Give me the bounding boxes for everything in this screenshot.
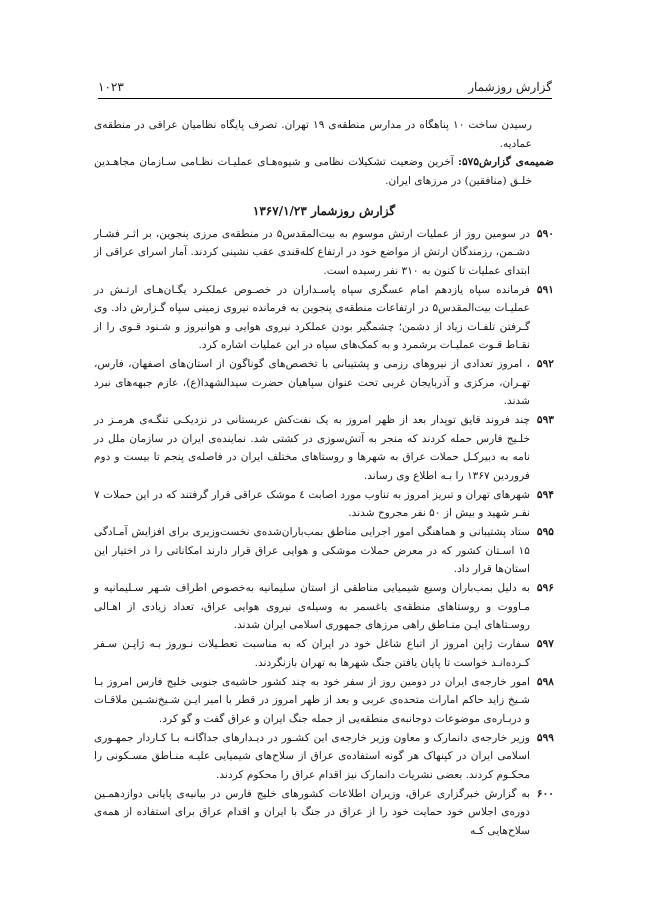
entry-text: چند فروند قایق توپدار بعد از ظهر امروز به یک نفت‌کش عربستانی در نزدیکـی تنگـه‌ی هرمـز در خلـیج فارس حمله کردند که منجر به آتش‌سوزی در کشتی شد. نماینده‌ی ایران در سازمان ملل در نامه به دبیرکـل حملات عراق به شهرها و روستاهای مختلف ایران در فاصله‌ی پنجم تا بیست و دوم فروردین ۱۳۶۷ را بـه اطلاع وی رساند. bbox=[94, 414, 530, 482]
entry-number: ۵۹۹ bbox=[536, 731, 554, 744]
appendix-label: ضمیمه‌ی گزارش۵۷۵: bbox=[458, 156, 554, 168]
section-title: گزارش روزشمار ۱۳۶۷/۱/۲۳ bbox=[252, 204, 396, 218]
entry-text: به دلیل بمب‌باران وسیع شیمیایی مناطقی از استان سلیمانیه به‌خصوص اطراف شـهر سـلیمانیه و مـاووت و روستاهای منطقه‌ی یاغسمر به وسیله‌ی نیروی هوایی عراق، تعداد زیادی از اهـالی روسـتاهای ایـن منـاطق راهی مرزهای جمهوری اسلامی ایران شدند. bbox=[94, 582, 530, 631]
entry-text: شهرهای تهران و تبریز امروز به تناوب مورد اصابت ٤ موشک عراقی قرار گرفتند که در این حملات ۷ نفـر شهید و بیش از ۵۰ نفر مجروح شدند. bbox=[94, 488, 530, 519]
entry-591 bbox=[94, 281, 554, 355]
running-title: گزارش روزشمار bbox=[468, 80, 552, 94]
entry-number: ۵۹۷ bbox=[536, 638, 554, 650]
entry-number: ۵۹۶ bbox=[536, 582, 554, 594]
entry-text: ، امروز تعدادی از نیروهای رزمی و پشتیبانی با تخصص‌های گوناگون از استان‌های اصفهان، فارس، تهـران، مرکزی و آذربایجان غربی تحت عنوان سپاهیان حضرت سیدالشهدا(ع)، عازم جبهه‌های نبرد شدند. bbox=[94, 358, 530, 407]
page-body bbox=[94, 116, 554, 841]
entry-599 bbox=[94, 729, 554, 785]
page-number: ۱۰۲۳ bbox=[98, 80, 124, 94]
entry-number: ۵۹۱ bbox=[536, 283, 554, 296]
entry-595 bbox=[94, 523, 554, 579]
entry-number: ۵۹۲ bbox=[536, 358, 554, 370]
entry-597 bbox=[94, 635, 554, 672]
entry-text: در سومین روز از عملیات ارتش موسوم به بیت‌المقدس۵ در منطقه‌ی مرزی پنجوین، بر اثـر فشـار دشـمن، رزمندگان ارتش از مواضع خود در ارتفاع کله‌قندی عقب نشینی کردند. آمار اسرای عراقی از ابتدای عملیات تا کنون به ۳۱۰ نفر رسیده است. bbox=[94, 227, 530, 277]
entry-text: وزیر خارجه‌ی دانمارک و معاون وزیر خارجه‌ی این کشـور در دیـدارهای جداگانـه بـا کـاردار جمهـوری اسلامی ایران در کپنهاک هر گونه استفاده‌ی عراق از سلاح‌های شیمیایی علیـه منـاطق مسـکونی را محکـوم کردند. بعضی نشریات دانمارک نیز اقدام عراق را محکوم کردند. bbox=[94, 731, 530, 781]
page-header bbox=[98, 80, 552, 99]
entry-number: ۵۹۵ bbox=[536, 526, 554, 538]
entry-text: فرمانده سپاه یازدهم امام عسگری سپاه پاسـداران در خصـوص عملکـرد یگـان‌هـای ارتـش در عملیـات بیت‌المقدس۵ در ارتفاعات منطقه‌ی پنجوین به فرمانده نیروی زمینی سپاه گـزارش داد. وی گـرفتن تلفـات زیاد از دشمن؛ چشمگیر بودن عملکرد نیروی هوایی و هوانیروز و شـنود قـوی را از نقـاط قـوت عملیـات برشمرد و به کمک‌های سپاه در این عملیات اشاره کرد. bbox=[94, 283, 530, 351]
entry-number: ۶۰۰ bbox=[536, 787, 554, 800]
entry-number: ۵۹۴ bbox=[536, 488, 554, 501]
entry-596 bbox=[94, 579, 554, 635]
entry-number: ۵۹۸ bbox=[536, 675, 554, 688]
appendix-text: آخرین وضعیت تشکیلات نظامی و شیوه‌هـای عملیـات نظـامی سـازمان مجاهـدین خلـق (منافقین) در مرزهای ایران. bbox=[94, 156, 532, 187]
entry-594 bbox=[94, 486, 554, 523]
entry-text: به گزارش خبرگزاری عراق، وزیران اطلاعات کشورهای خلیج فارس در بیانیه‌ی پایانی دوازدهمـین دوره‌ی اجلاس خود حمایت خود را از عراق در جنگ با ایران و اقدام عراق برای استفاده از همه‌ی سلاح‌هایی کـه bbox=[94, 787, 530, 837]
entry-number: ۵۹۳ bbox=[536, 414, 554, 426]
entry-list bbox=[94, 225, 554, 841]
entry-593 bbox=[94, 411, 554, 485]
appendix-note bbox=[94, 153, 554, 190]
entry-number: ۵۹۰ bbox=[536, 227, 554, 240]
entry-text: ستاد پشتیبانی و هماهنگی امور اجرایی مناطق بمب‌باران‌شده‌ی نخست‌وزیری برای افزایش آمـادگی ۱۵ اسـتان کشور که در معرض حملات موشکی و هوایی عراق قرار دارند امکاناتی را در اختیار این استان‌ها قرار داد. bbox=[94, 526, 530, 575]
entry-598 bbox=[94, 673, 554, 729]
continued-paragraph: رسیدن ساخت ۱۰ پناهگاه در مدارس منطقه‌ی ۱۹ تهران. تصرف پایگاه نظامیان عراقی در منطقه‌ی عمادیه. bbox=[94, 119, 532, 150]
entry-text: امور خارجه‌ی ایران در دومین روز از سفر خود به چند کشور حاشیه‌ی جنوبی خلیج فارس امروز بـا شـیخ زاید حاکم امارات متحده‌ی عربی و بعد از ظهر امروز در قطر با امیر ایـن شـیخ‌نشـین ملاقـات و دربـاره‌ی موضوعات دوجانبه‌ی منطقه‌یی از جمله جنگ ایران و عراق گفت و گو کرد. bbox=[94, 675, 530, 725]
entry-590 bbox=[94, 225, 554, 281]
entry-600 bbox=[94, 785, 554, 841]
entry-592 bbox=[94, 355, 554, 411]
entry-text: سفارت ژاپن امروز از اتباع شاغل خود در ایران که به مناسبت تعطـیلات نـوروز بـه ژاپـن سـفر کـرده‌انـد خواست تا پایان یافتن جنگ شهرها به تهران بازنگردند. bbox=[94, 638, 530, 669]
